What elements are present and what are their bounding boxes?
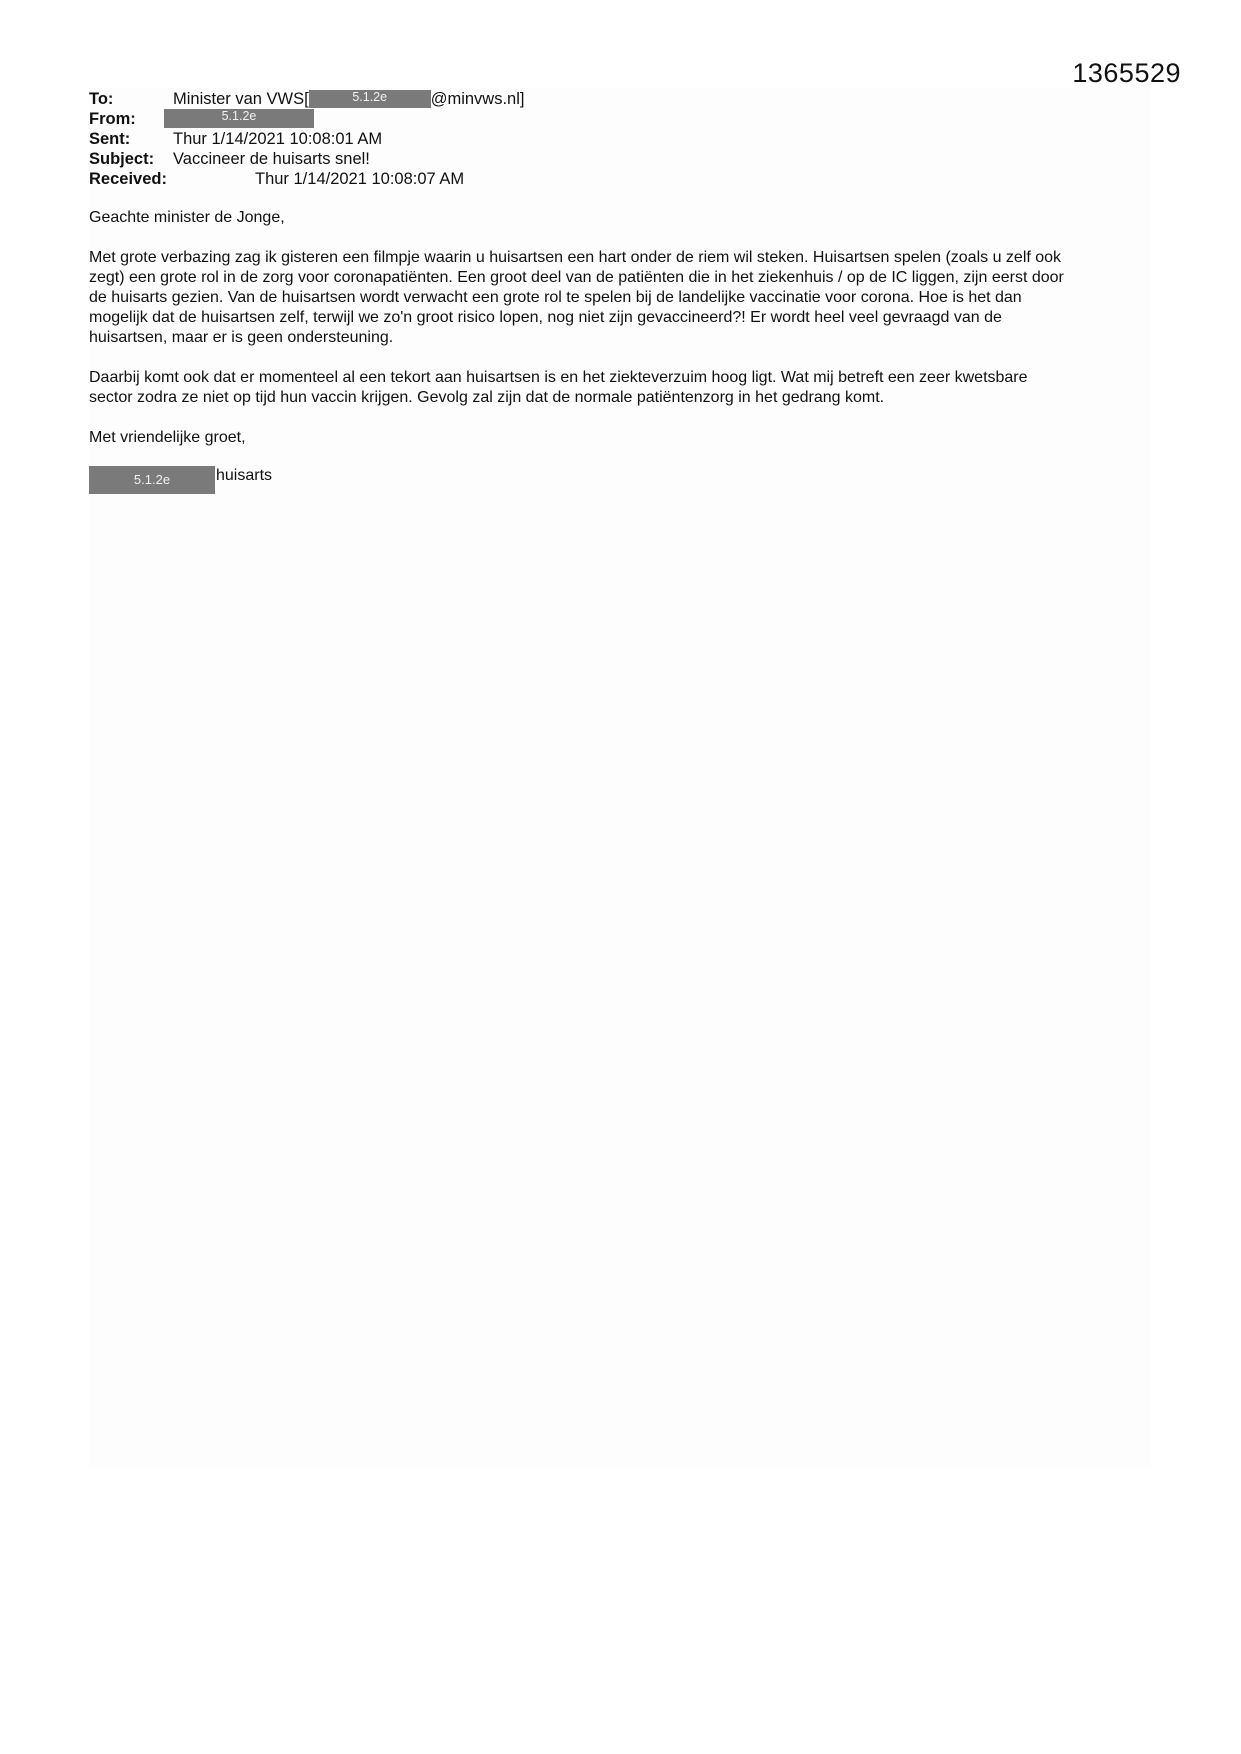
paragraph-line: zegt) een grote rol in de zorg voor coronapatiënten. Een groot deel van de patiënten die in het ziekenhuis / op de IC liggen, zijn eerst door <box>89 269 1064 286</box>
redaction-box: 5.1.2e <box>164 109 314 128</box>
to-suffix: @minvws.nl] <box>430 90 525 108</box>
from-label: From: <box>89 110 136 128</box>
greeting: Geachte minister de Jonge, <box>89 209 285 226</box>
subject-value: Vaccineer de huisarts snel! <box>173 150 370 168</box>
paragraph-line: de huisarts gezien. Van de huisartsen wordt verwacht een grote rol te spelen bij de landelijke vaccinatie voor corona. Hoe is het dan <box>89 289 1022 306</box>
paragraph-line: mogelijk dat de huisartsen zelf, terwijl we zo'n groot risico lopen, nog niet zijn gevaccineerd?! Er wordt heel veel gevraagd van de <box>89 309 1002 326</box>
paragraph-line: huisartsen, maar er is geen ondersteuning. <box>89 329 394 346</box>
signature-role: huisarts <box>216 467 273 484</box>
redaction-box: 5.1.2e <box>89 466 215 494</box>
subject-label: Subject: <box>89 150 155 168</box>
signature <box>89 466 272 494</box>
closing: Met vriendelijke groet, <box>89 429 246 446</box>
body-paragraph-1 <box>89 248 1149 348</box>
redaction-box: 5.1.2e <box>309 90 431 108</box>
paragraph-line: Daarbij komt ook dat er momenteel al een tekort aan huisartsen is en het ziekteverzuim hoog ligt. Wat mij betreft een zeer kwetsbare <box>89 369 1028 386</box>
sent-label: Sent: <box>89 130 131 148</box>
to-value <box>173 89 524 109</box>
to-prefix: Minister van VWS[ <box>173 90 309 108</box>
paragraph-line: sector zodra ze niet op tijd hun vaccin krijgen. Gevolg zal zijn dat de normale patiëntenzorg in het gedrang komt. <box>89 389 885 406</box>
to-label: To: <box>89 90 114 108</box>
paragraph-line: Met grote verbazing zag ik gisteren een filmpje waarin u huisartsen een hart onder de riem wil steken. Huisartsen spelen (zoals u zelf ook <box>89 249 1062 266</box>
received-label: Received: <box>89 170 167 188</box>
received-value: Thur 1/14/2021 10:08:07 AM <box>255 170 465 188</box>
document-number: 1365529 <box>1072 58 1181 88</box>
sent-value: Thur 1/14/2021 10:08:01 AM <box>173 130 383 148</box>
email-body <box>89 208 1149 468</box>
body-paragraph-2 <box>89 368 1149 408</box>
